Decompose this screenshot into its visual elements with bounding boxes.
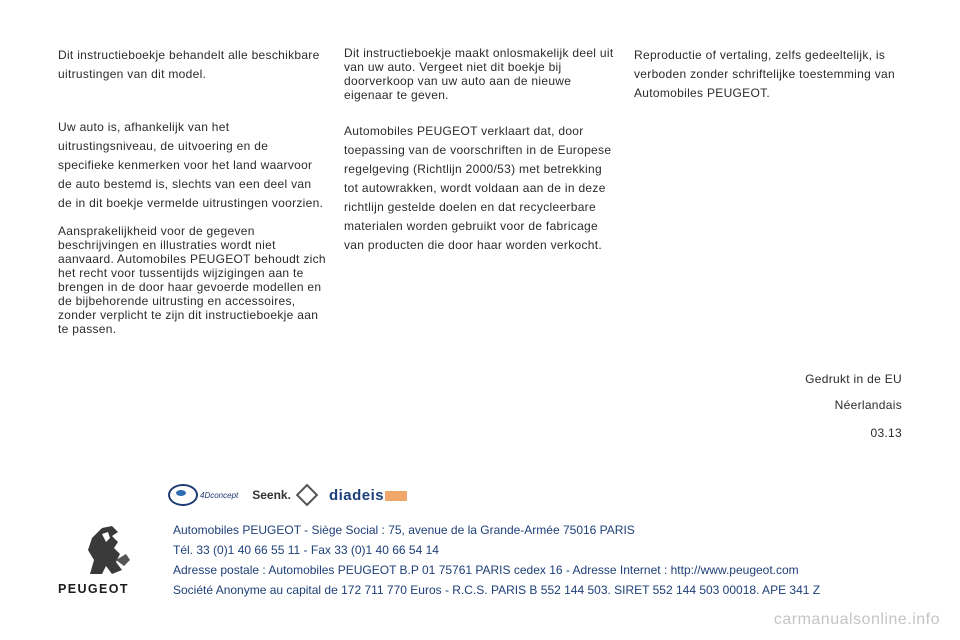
- peugeot-wordmark: PEUGEOT: [58, 582, 129, 596]
- peugeot-lion-icon: [72, 520, 142, 578]
- column-left: [58, 46, 326, 336]
- diamond-icon: [296, 484, 319, 507]
- edition-code: 03.13: [870, 426, 902, 440]
- column-right: [634, 46, 924, 103]
- 4dconcept-text: 4Dconcept: [200, 490, 239, 500]
- address-line-postal: Adresse postale : Automobiles PEUGEOT B.P 01 75761 PARIS cedex 16 - Adresse Internet : http://www.peugeot.com: [173, 563, 799, 577]
- site-watermark: carmanualsonline.info: [773, 611, 940, 628]
- partner-logos: [168, 480, 407, 510]
- address-line-legal: Société Anonyme au capital de 172 711 770 Euros - R.C.S. PARIS B 552 144 503. SIRET 552 144 503 00018. APE 341 Z: [173, 583, 821, 597]
- seenk-logo: Seenk.: [252, 488, 291, 502]
- address-line-headquarters: Automobiles PEUGEOT - Siège Social : 75, avenue de la Grande-Armée 75016 PARIS: [173, 523, 635, 537]
- 4dconcept-mark-icon: [168, 484, 198, 506]
- paragraph-equipment-level: Uw auto is, afhankelijk van het uitrustingsniveau, de uitvoering en de specifieke kenmerken voor het land waarvoor de auto bestemd is, slechts van een deel van de in dit boekje vermelde uitrustingen voorzien.: [58, 120, 324, 210]
- diadeis-text: diadeis: [328, 486, 385, 504]
- paragraph-liability: Aansprakelijkheid voor de gegeven beschrijvingen en illustraties wordt niet aanvaard. Automobiles PEUGEOT behoudt zich het recht voor tussentijds wijzigingen aan te brengen in de door haar gevoerde modellen en de bijbehorende uitrusting en accessoires, zonder verplicht te zijn dit instructieboekje aan te passen.: [58, 224, 326, 336]
- diadeis-accent: [385, 491, 407, 501]
- column-middle: [344, 46, 616, 255]
- language-label: Néerlandais: [834, 398, 902, 412]
- printed-in: Gedrukt in de EU: [805, 372, 902, 386]
- paragraph-equipment-scope: Dit instructieboekje behandelt alle beschikbare uitrustingen van dit model.: [58, 48, 320, 81]
- 4dconcept-logo: [168, 484, 238, 506]
- paragraph-recycling: Automobiles PEUGEOT verklaart dat, door toepassing van de voorschriften in de Europese regelgeving (Richtlijn 2000/53) met betrekking tot autowrakken, wordt voldaan aan de in deze richtlijn gestelde doelen en dat recycleerbare materialen worden gebruikt voor de fabricage van producten die door haar worden verkocht.: [344, 124, 612, 252]
- address-line-phone: Tél. 33 (0)1 40 66 55 11 - Fax 33 (0)1 40 66 54 14: [173, 543, 439, 557]
- company-address: [173, 520, 820, 600]
- paragraph-reproduction: Reproductie of vertaling, zelfs gedeeltelijk, is verboden zonder schriftelijke toestemming van Automobiles PEUGEOT.: [634, 48, 895, 100]
- paragraph-resale: Dit instructieboekje maakt onlosmakelijk deel uit van uw auto. Vergeet niet dit boekje bij doorverkoop van uw auto aan de nieuwe eigenaar te geven.: [344, 46, 614, 102]
- diadeis-logo: [329, 487, 407, 504]
